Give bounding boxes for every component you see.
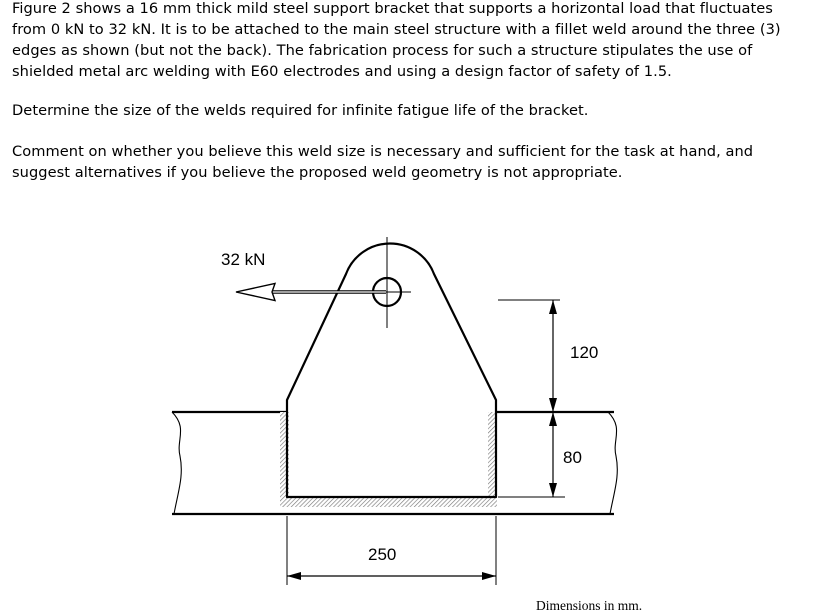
problem-line: from 0 kN to 32 kN. It is to be attached to the main steel structure with a fillet weld around the three (3) (12, 21, 781, 38)
problem-line: Determine the size of the welds required for infinite fatigue life of the bracket. (12, 102, 589, 119)
weld-height-dimension-label: 80 (563, 448, 582, 467)
load-arrow (236, 284, 386, 301)
problem-line: Comment on whether you believe this weld size is necessary and sufficient for the task at hand, and (12, 143, 754, 160)
fillet-weld (280, 412, 497, 507)
height-dimension (498, 300, 565, 497)
problem-line: shielded metal arc welding with E60 electrodes and using a design factor of safety of 1.5. (12, 63, 672, 80)
width-dimension-label: 250 (368, 545, 397, 564)
problem-line: edges as shown (but not the back). The fabrication process for such a structure stipulates the use of (12, 42, 753, 59)
dimensions-caption: Dimensions in mm. (536, 598, 643, 613)
height-dimension-label: 120 (570, 343, 599, 362)
problem-line: Figure 2 shows a 16 mm thick mild steel support bracket that supports a horizontal load that fluctuates (12, 0, 773, 17)
problem-line: suggest alternatives if you believe the proposed weld geometry is not appropriate. (12, 164, 623, 181)
load-label: 32 kN (221, 250, 266, 269)
